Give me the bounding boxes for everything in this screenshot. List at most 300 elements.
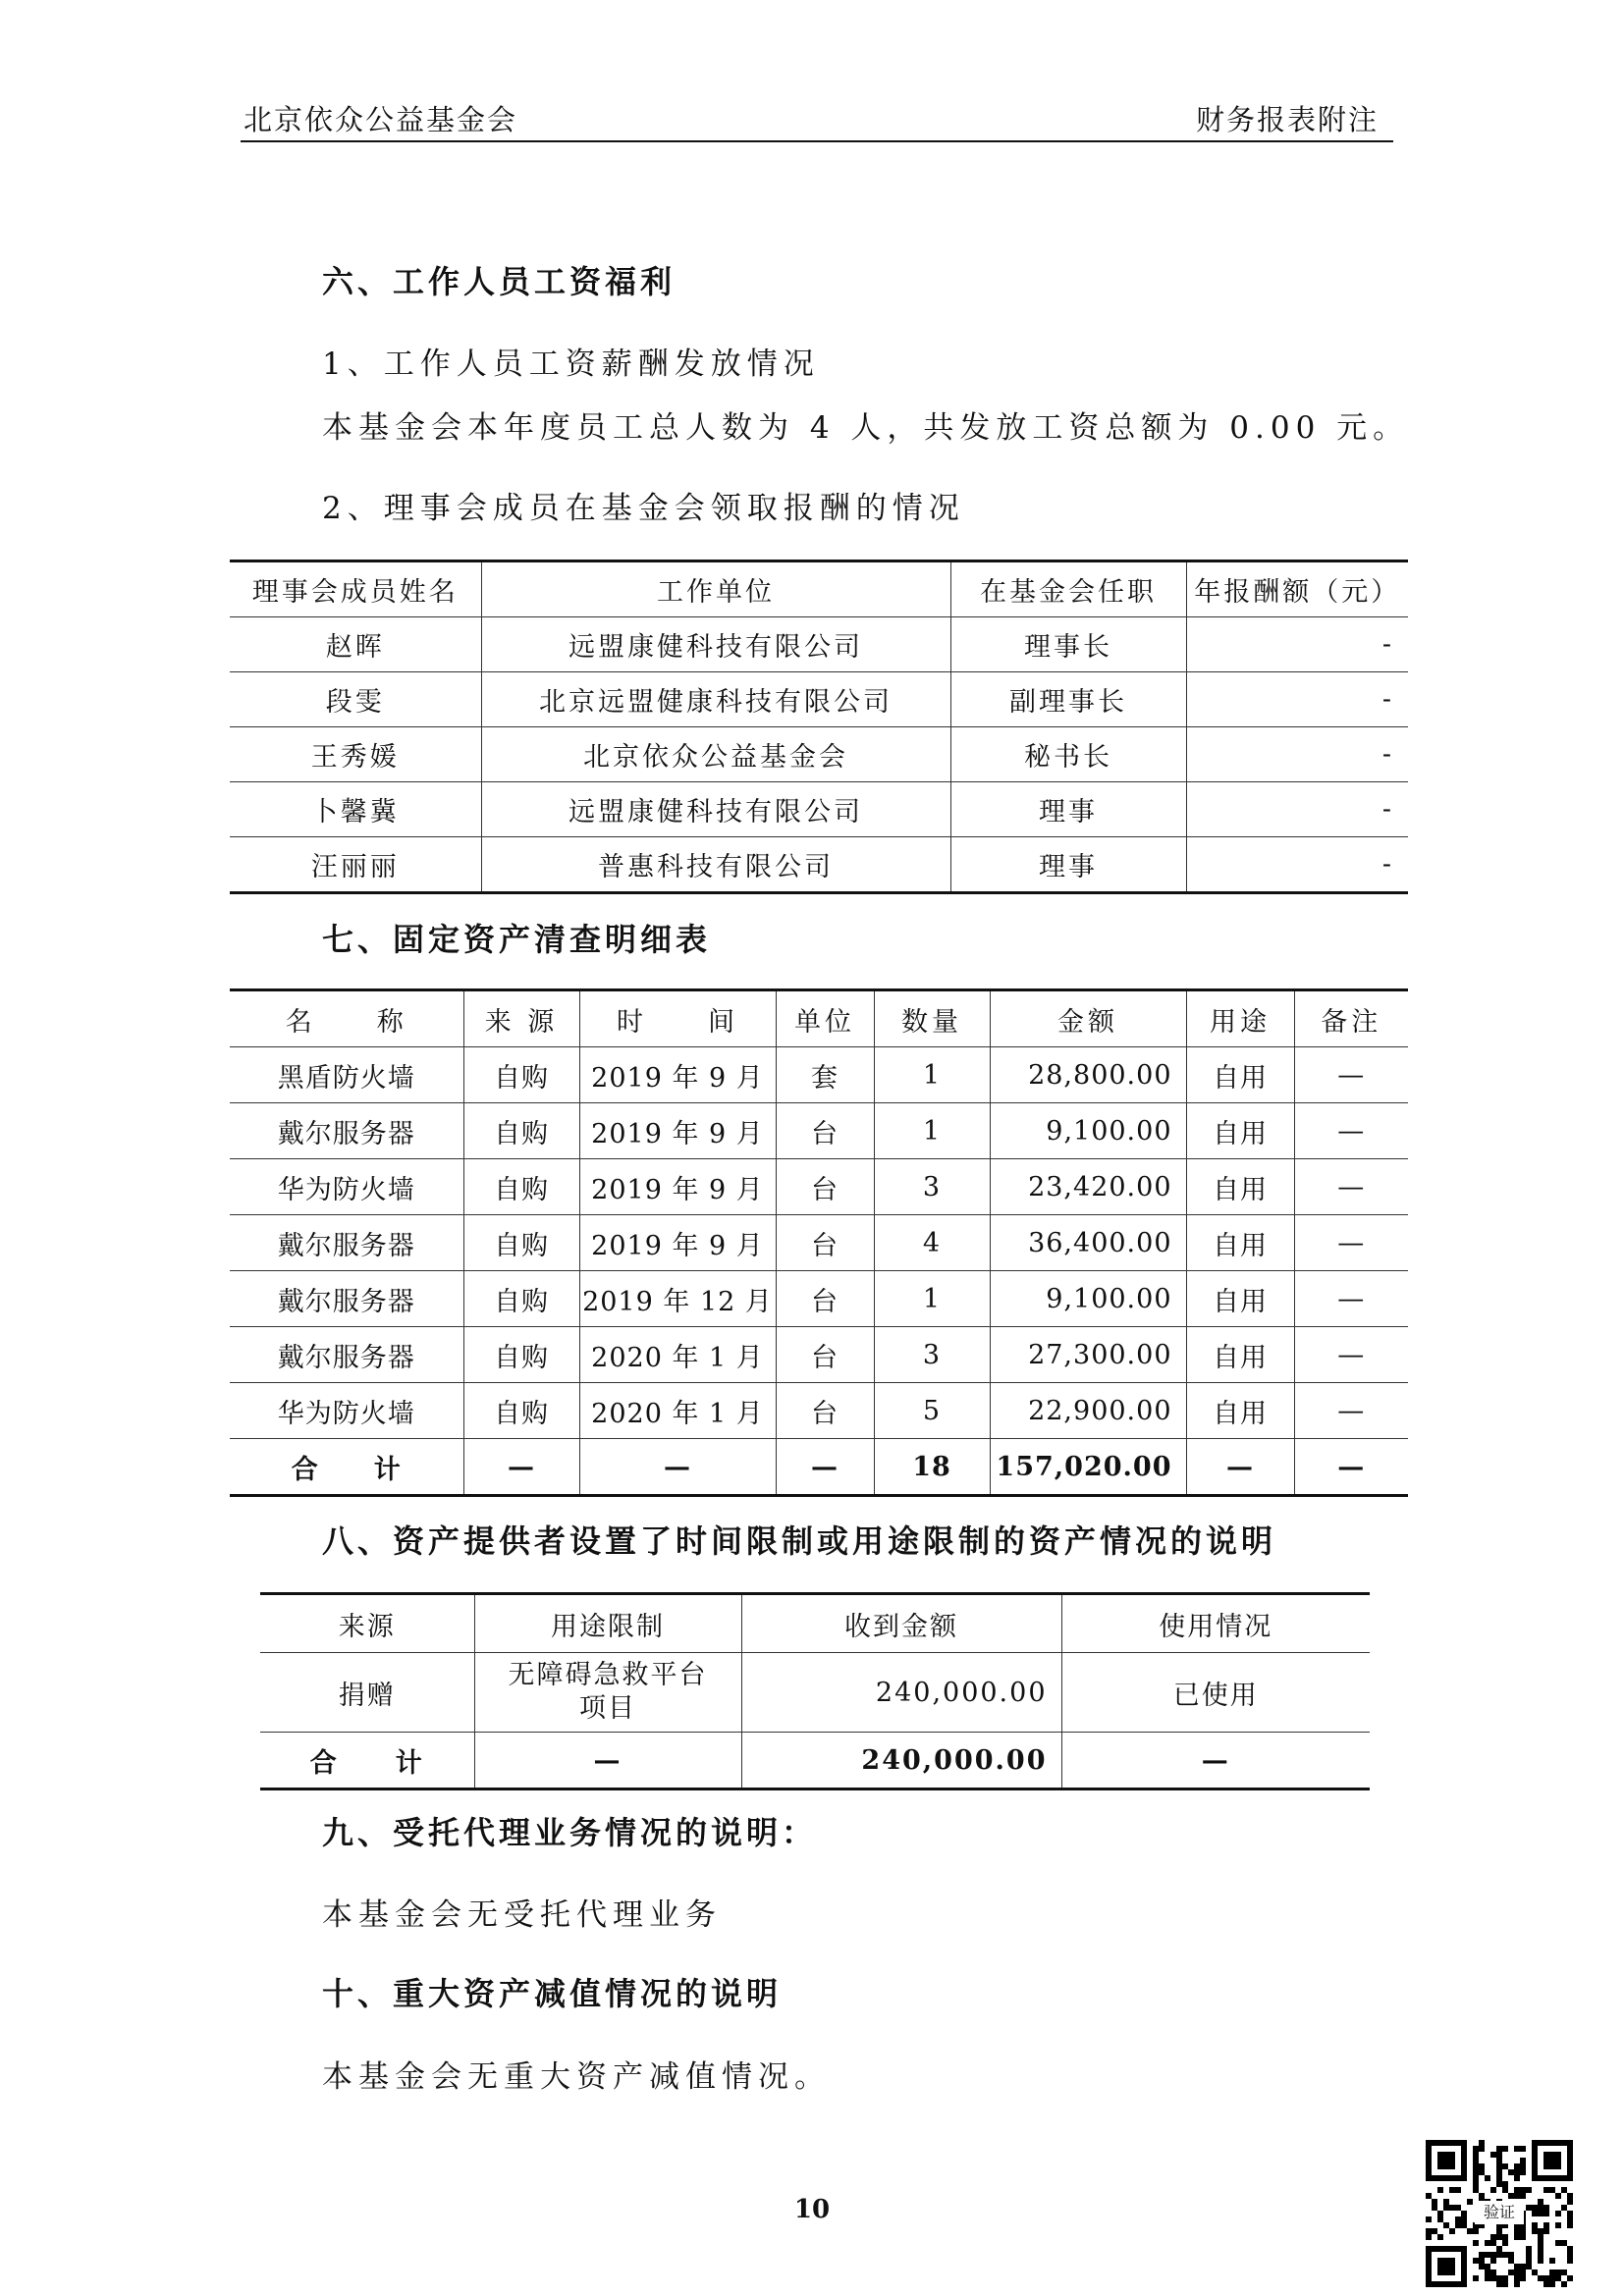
qr-module — [1485, 2269, 1490, 2275]
qr-module — [1538, 2211, 1543, 2216]
qr-module — [1473, 2228, 1479, 2234]
asset-unit: 套 — [776, 1047, 874, 1103]
table-header-cell: 来 源 — [463, 990, 579, 1047]
total-cell: — — [1201, 1744, 1230, 1776]
qr-module — [1526, 2205, 1532, 2211]
qr-module — [1490, 2152, 1496, 2158]
member-position: 副理事长 — [950, 672, 1186, 727]
total-label: 合 计 — [260, 1733, 474, 1789]
table-row — [230, 1215, 1408, 1271]
asset-use: 自用 — [1186, 1327, 1294, 1383]
table-header-cell: 备注 — [1294, 990, 1408, 1047]
member-name: 卜馨冀 — [230, 782, 481, 837]
qr-module — [1561, 2187, 1567, 2193]
qr-module — [1514, 2281, 1520, 2287]
asset-use: 自用 — [1186, 1215, 1294, 1271]
asset-amount: 9,100.00 — [990, 1103, 1186, 1159]
table-header-cell: 金额 — [990, 990, 1186, 1047]
table-header-cell: 工作单位 — [481, 561, 950, 617]
qr-module — [1567, 2258, 1573, 2264]
asset-note: — — [1294, 1271, 1408, 1327]
restricted-purpose — [474, 1653, 741, 1733]
member-employer: 普惠科技有限公司 — [481, 837, 950, 893]
member-employer: 远盟康健科技有限公司 — [481, 782, 950, 837]
asset-source: 自购 — [463, 1103, 579, 1159]
qr-module — [1532, 2269, 1538, 2275]
qr-module — [1555, 2240, 1561, 2246]
qr-module — [1490, 2187, 1496, 2193]
asset-unit: 台 — [776, 1159, 874, 1215]
qr-module — [1426, 2216, 1432, 2222]
qr-module — [1532, 2228, 1538, 2234]
qr-module — [1567, 2199, 1573, 2205]
table-header-cell: 年报酬额（元） — [1186, 561, 1408, 617]
qr-module — [1437, 2211, 1443, 2216]
asset-amount: 9,100.00 — [990, 1271, 1186, 1327]
qr-module — [1496, 2163, 1502, 2169]
member-employer: 远盟康健科技有限公司 — [481, 617, 950, 672]
qr-module — [1455, 2187, 1461, 2193]
qr-module — [1437, 2216, 1443, 2222]
table-row — [230, 727, 1408, 782]
section8-title: 八、资产提供者设置了时间限制或用途限制的资产情况的说明 — [322, 1522, 1277, 1560]
qr-module — [1467, 2228, 1473, 2234]
section10-title: 十、重大资产减值情况的说明 — [322, 1975, 783, 2012]
qr-module — [1485, 2252, 1490, 2258]
member-pay: - — [1186, 672, 1408, 727]
restricted-purpose-line2: 项目 — [579, 1693, 636, 1724]
table-row — [260, 1653, 1370, 1733]
asset-date: 2019 年 9 月 — [579, 1215, 776, 1271]
asset-unit: 台 — [776, 1383, 874, 1439]
qr-module — [1473, 2163, 1479, 2169]
qr-module — [1526, 2264, 1532, 2269]
table-row — [230, 1103, 1408, 1159]
qr-module — [1538, 2240, 1543, 2246]
asset-name: 戴尔服务器 — [230, 1327, 463, 1383]
qr-module — [1432, 2228, 1437, 2234]
asset-use: 自用 — [1186, 1103, 1294, 1159]
asset-date: 2020 年 1 月 — [579, 1383, 776, 1439]
qr-module — [1443, 2222, 1449, 2228]
table-row — [230, 1327, 1408, 1383]
member-pay: - — [1381, 849, 1394, 880]
asset-qty: 3 — [874, 1159, 990, 1215]
qr-module — [1496, 2252, 1502, 2258]
table-header-cell: 用途限制 — [474, 1594, 741, 1653]
asset-use: 自用 — [1186, 1383, 1294, 1439]
qr-module — [1437, 2187, 1443, 2193]
qr-module — [1543, 2205, 1549, 2211]
asset-qty: 3 — [874, 1327, 990, 1383]
qr-module — [1543, 2275, 1549, 2281]
qr-module — [1496, 2281, 1502, 2287]
qr-module — [1543, 2187, 1549, 2193]
qr-module — [1520, 2193, 1526, 2199]
qr-module — [1473, 2158, 1479, 2163]
qr-module — [1461, 2216, 1467, 2222]
asset-amount: 36,400.00 — [990, 1215, 1186, 1271]
qr-finder — [1437, 2258, 1455, 2275]
section6-sub2: 2、理事会成员在基金会领取报酬的情况 — [322, 491, 965, 526]
qr-module — [1502, 2234, 1508, 2240]
restricted-assets-table — [260, 1592, 1370, 1790]
qr-module — [1514, 2269, 1520, 2275]
qr-module — [1502, 2146, 1508, 2152]
qr-module — [1538, 2275, 1543, 2281]
qr-module — [1508, 2269, 1514, 2275]
qr-module — [1473, 2175, 1479, 2181]
qr-module — [1461, 2222, 1467, 2228]
qr-module — [1479, 2258, 1485, 2264]
asset-use: 自用 — [1186, 1159, 1294, 1215]
table-header-cell: 收到金额 — [741, 1594, 1061, 1653]
member-pay: - — [1186, 727, 1408, 782]
table-header-cell: 名 称 — [230, 990, 463, 1047]
table-row — [230, 672, 1408, 727]
qr-module — [1514, 2163, 1520, 2169]
asset-source: 自购 — [463, 1215, 579, 1271]
table-total-row — [260, 1733, 1370, 1789]
asset-unit: 台 — [776, 1215, 874, 1271]
header-rule — [241, 140, 1393, 142]
qr-module — [1520, 2163, 1526, 2169]
qr-module — [1485, 2264, 1490, 2269]
qr-module — [1490, 2275, 1496, 2281]
qr-module — [1520, 2264, 1526, 2269]
qr-module — [1567, 2246, 1573, 2252]
qr-module — [1514, 2228, 1520, 2234]
qr-module — [1496, 2146, 1502, 2152]
table-header-cell: 来源 — [260, 1594, 474, 1653]
qr-module — [1543, 2228, 1549, 2234]
qr-module — [1432, 2199, 1437, 2205]
member-position: 秘书长 — [950, 727, 1186, 782]
qr-module — [1467, 2199, 1473, 2205]
qr-finder — [1437, 2152, 1455, 2169]
asset-qty: 1 — [874, 1271, 990, 1327]
qr-module — [1490, 2240, 1496, 2246]
asset-note: — — [1294, 1159, 1408, 1215]
qr-module — [1502, 2187, 1508, 2193]
qr-module — [1561, 2205, 1567, 2211]
qr-module — [1449, 2205, 1455, 2211]
qr-module — [1455, 2216, 1461, 2222]
asset-note: — — [1294, 1215, 1408, 1271]
qr-module — [1496, 2152, 1502, 2158]
qr-module — [1496, 2169, 1502, 2175]
table-header-cell: 数量 — [874, 990, 990, 1047]
total-qty: 18 — [874, 1439, 990, 1496]
qr-module — [1520, 2234, 1526, 2240]
qr-module — [1514, 2264, 1520, 2269]
member-position: 理事长 — [950, 617, 1186, 672]
qr-module — [1549, 2258, 1555, 2264]
qr-module — [1479, 2146, 1485, 2152]
qr-module — [1549, 2281, 1555, 2287]
asset-use: 自用 — [1186, 1271, 1294, 1327]
qr-module — [1567, 2193, 1573, 2199]
asset-name: 华为防火墙 — [230, 1159, 463, 1215]
restricted-source: 捐赠 — [260, 1653, 474, 1733]
asset-amount: 27,300.00 — [990, 1327, 1186, 1383]
asset-source: 自购 — [463, 1327, 579, 1383]
qr-module — [1520, 2275, 1526, 2281]
total-amount: 240,000.00 — [741, 1733, 1061, 1789]
qr-finder — [1543, 2152, 1561, 2169]
table-row — [230, 837, 1408, 893]
table-row — [230, 782, 1408, 837]
qr-module — [1538, 2205, 1543, 2211]
qr-module — [1432, 2205, 1437, 2211]
qr-module — [1449, 2228, 1455, 2234]
qr-module — [1479, 2140, 1485, 2146]
total-cell: — — [776, 1439, 874, 1496]
qr-module — [1567, 2252, 1573, 2258]
qr-module — [1520, 2187, 1526, 2193]
asset-date: 2019 年 9 月 — [579, 1047, 776, 1103]
qr-module — [1490, 2252, 1496, 2258]
asset-amount: 22,900.00 — [990, 1383, 1186, 1439]
qr-module — [1549, 2275, 1555, 2281]
member-name: 汪丽丽 — [230, 837, 481, 893]
qr-module — [1479, 2169, 1485, 2175]
qr-module — [1555, 2275, 1561, 2281]
table-header-row — [230, 561, 1408, 617]
qr-module — [1520, 2158, 1526, 2163]
qr-module — [1532, 2205, 1538, 2211]
qr-module — [1455, 2205, 1461, 2211]
qr-module — [1514, 2275, 1520, 2281]
qr-module — [1526, 2187, 1532, 2193]
table-header-cell: 时 间 — [579, 990, 776, 1047]
qr-module — [1508, 2193, 1514, 2199]
table-row — [230, 617, 1408, 672]
member-name: 赵晖 — [230, 617, 481, 672]
qr-module — [1502, 2275, 1508, 2281]
member-position: 理事 — [950, 782, 1186, 837]
qr-module — [1496, 2181, 1502, 2187]
member-name: 段雯 — [230, 672, 481, 727]
qr-module — [1426, 2234, 1432, 2240]
asset-qty: 4 — [874, 1215, 990, 1271]
qr-module — [1426, 2193, 1432, 2199]
qr-code-icon — [1426, 2140, 1573, 2287]
qr-module — [1455, 2222, 1461, 2228]
qr-module — [1490, 2234, 1496, 2240]
asset-qty: 1 — [874, 1047, 990, 1103]
qr-module — [1543, 2281, 1549, 2287]
qr-module — [1496, 2275, 1502, 2281]
asset-name: 华为防火墙 — [230, 1383, 463, 1439]
asset-use: 自用 — [1186, 1047, 1294, 1103]
section6-title: 六、工作人员工资福利 — [322, 263, 677, 300]
asset-source: 自购 — [463, 1383, 579, 1439]
qr-module — [1555, 2269, 1561, 2275]
qr-module — [1479, 2264, 1485, 2269]
total-cell: — — [474, 1733, 741, 1789]
section9-text: 本基金会无受托代理业务 — [322, 1897, 722, 1933]
qr-module — [1502, 2181, 1508, 2187]
table-header-cell: 用途 — [1186, 990, 1294, 1047]
qr-module — [1496, 2228, 1502, 2234]
member-name: 王秀媛 — [230, 727, 481, 782]
asset-date: 2019 年 12 月 — [579, 1271, 776, 1327]
qr-module — [1508, 2169, 1514, 2175]
table-row — [230, 1271, 1408, 1327]
qr-module — [1496, 2158, 1502, 2163]
qr-module — [1508, 2252, 1514, 2258]
asset-source: 自购 — [463, 1159, 579, 1215]
qr-module — [1555, 2211, 1561, 2216]
qr-module — [1514, 2234, 1520, 2240]
qr-module — [1567, 2216, 1573, 2222]
asset-note: — — [1294, 1383, 1408, 1439]
qr-module — [1473, 2146, 1479, 2152]
qr-module — [1555, 2222, 1561, 2228]
qr-module — [1543, 2211, 1549, 2216]
qr-module — [1567, 2222, 1573, 2228]
board-compensation-table — [230, 560, 1408, 894]
asset-name: 戴尔服务器 — [230, 1103, 463, 1159]
asset-name: 戴尔服务器 — [230, 1215, 463, 1271]
qr-module — [1502, 2240, 1508, 2246]
total-amount: 157,020.00 — [990, 1439, 1186, 1496]
asset-date: 2019 年 9 月 — [579, 1159, 776, 1215]
section7-title: 七、固定资产清查明细表 — [322, 921, 712, 958]
qr-module — [1538, 2258, 1543, 2264]
asset-name: 戴尔服务器 — [230, 1271, 463, 1327]
qr-module — [1514, 2187, 1520, 2193]
total-label: 合 计 — [230, 1439, 463, 1496]
qr-module — [1473, 2258, 1479, 2264]
qr-module — [1543, 2222, 1549, 2228]
qr-module — [1443, 2199, 1449, 2205]
section9-title: 九、受托代理业务情况的说明： — [322, 1814, 818, 1851]
qr-module — [1567, 2275, 1573, 2281]
qr-module — [1549, 2187, 1555, 2193]
section10-text: 本基金会无重大资产减值情况。 — [322, 2059, 831, 2095]
qr-module — [1561, 2240, 1567, 2246]
qr-module — [1473, 2240, 1479, 2246]
total-cell: — — [463, 1439, 579, 1496]
table-header-cell: 在基金会任职 — [950, 561, 1186, 617]
qr-module — [1473, 2152, 1479, 2158]
qr-module — [1485, 2275, 1490, 2281]
qr-module — [1473, 2275, 1479, 2281]
table-header-cell: 理事会成员姓名 — [230, 561, 481, 617]
qr-module — [1485, 2240, 1490, 2246]
asset-name: 黑盾防火墙 — [230, 1047, 463, 1103]
asset-note: — — [1294, 1327, 1408, 1383]
table-total-row — [230, 1439, 1408, 1496]
qr-module — [1479, 2163, 1485, 2169]
qr-module — [1508, 2258, 1514, 2264]
qr-module — [1526, 2258, 1532, 2264]
asset-amount: 28,800.00 — [990, 1047, 1186, 1103]
qr-module — [1461, 2211, 1467, 2216]
qr-module — [1549, 2269, 1555, 2275]
qr-module — [1520, 2269, 1526, 2275]
total-cell: — — [1337, 1451, 1366, 1482]
qr-module — [1479, 2193, 1485, 2199]
restricted-usage: 已使用 — [1061, 1653, 1370, 1733]
table-row — [230, 1383, 1408, 1439]
table-header-cell: 单位 — [776, 990, 874, 1047]
qr-module — [1496, 2234, 1502, 2240]
qr-module — [1473, 2181, 1479, 2187]
restricted-purpose-line1: 无障碍急救平台 — [508, 1660, 708, 1690]
qr-module — [1538, 2199, 1543, 2205]
qr-module — [1538, 2234, 1543, 2240]
qr-module — [1490, 2258, 1496, 2264]
qr-module — [1426, 2228, 1432, 2234]
member-employer: 北京远盟健康科技有限公司 — [481, 672, 950, 727]
member-position: 理事 — [950, 837, 1186, 893]
section6-sub1: 1、工作人员工资薪酬发放情况 — [322, 347, 820, 382]
total-cell: — — [579, 1439, 776, 1496]
qr-module — [1532, 2211, 1538, 2216]
qr-module — [1538, 2252, 1543, 2258]
header-doc-title: 财务报表附注 — [1195, 103, 1379, 136]
table-row — [230, 1047, 1408, 1103]
asset-note: — — [1294, 1103, 1408, 1159]
asset-source: 自购 — [463, 1047, 579, 1103]
asset-unit: 台 — [776, 1327, 874, 1383]
asset-source: 自购 — [463, 1271, 579, 1327]
qr-module — [1567, 2211, 1573, 2216]
qr-module — [1520, 2146, 1526, 2152]
qr-module — [1526, 2246, 1532, 2252]
asset-date: 2020 年 1 月 — [579, 1327, 776, 1383]
restricted-amount: 240,000.00 — [741, 1653, 1061, 1733]
qr-module — [1514, 2146, 1520, 2152]
qr-module — [1532, 2222, 1538, 2228]
asset-date: 2019 年 9 月 — [579, 1103, 776, 1159]
total-cell: — — [1186, 1439, 1294, 1496]
table-header-cell: 使用情况 — [1061, 1594, 1370, 1653]
member-pay: - — [1186, 617, 1408, 672]
qr-module — [1526, 2252, 1532, 2258]
qr-module — [1496, 2246, 1502, 2252]
table-row — [230, 1159, 1408, 1215]
table-header-row — [230, 990, 1408, 1047]
qr-module — [1437, 2234, 1443, 2240]
qr-module — [1449, 2187, 1455, 2193]
asset-qty: 1 — [874, 1103, 990, 1159]
section6-text1: 本基金会本年度员工总人数为 4 人，共发放工资总额为 0.00 元。 — [322, 410, 1410, 446]
qr-module — [1473, 2187, 1479, 2193]
qr-module — [1555, 2193, 1561, 2199]
qr-module — [1502, 2281, 1508, 2287]
member-pay: - — [1186, 782, 1408, 837]
qr-module — [1561, 2281, 1567, 2287]
table-header-row — [260, 1594, 1370, 1653]
header-org: 北京依众公益基金会 — [244, 103, 518, 136]
qr-module — [1485, 2175, 1490, 2181]
qr-module — [1514, 2169, 1520, 2175]
asset-qty: 5 — [874, 1383, 990, 1439]
asset-note: — — [1294, 1047, 1408, 1103]
qr-module — [1538, 2228, 1543, 2234]
asset-unit: 台 — [776, 1103, 874, 1159]
qr-module — [1473, 2169, 1479, 2175]
asset-unit: 台 — [776, 1271, 874, 1327]
qr-module — [1561, 2269, 1567, 2275]
qr-module — [1520, 2169, 1526, 2175]
qr-module — [1502, 2163, 1508, 2169]
qr-module — [1443, 2205, 1449, 2211]
